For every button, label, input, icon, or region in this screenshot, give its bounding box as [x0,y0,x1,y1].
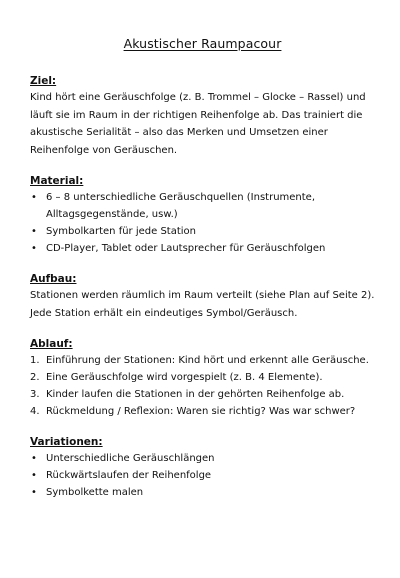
heading-ablauf: Ablauf: [30,338,73,350]
step-number: 3. [30,389,40,400]
material-list [30,189,375,257]
section-aufbau [30,273,375,322]
section-variationen [30,436,375,501]
list-item: • CD-Player, Tablet oder Lautsprecher für Geräuschfolgen [30,240,375,257]
heading-ziel: Ziel: [30,75,57,87]
step-number: 2. [30,372,40,383]
variationen-list [30,450,375,501]
list-item: 2. Eine Geräuschfolge wird vorgespielt (z. B. 4 Elemente). [30,369,375,386]
bullet-icon: • [31,470,37,481]
heading-material: Material: [30,175,84,187]
step-number: 1. [30,355,40,366]
list-item: • Unterschiedliche Geräuschlängen [30,450,375,467]
list-item: • Symbolkarten für jede Station [30,223,375,240]
list-item: 3. Kinder laufen die Stationen in der gehörten Reihenfolge ab. [30,386,375,403]
ziel-text: Kind hört eine Geräuschfolge (z. B. Trommel – Glocke – Rassel) und läuft sie im Raum in der richtigen Reihenfolge ab. Das trainiert die akustische Serialität – also das Merken und Umsetzen einer Reihenfolge von Geräuschen. [30,92,366,156]
section-ziel [30,75,375,159]
heading-aufbau: Aufbau: [30,273,77,285]
bullet-icon: • [31,192,37,203]
list-item: • Symbolkette malen [30,484,375,501]
step-number: 4. [30,406,40,417]
section-material [30,175,375,257]
document-title: Akustischer Raumpacour [123,36,282,51]
list-item: • Rückwärtslaufen der Reihenfolge [30,467,375,484]
list-item: • 6 – 8 unterschiedliche Geräuschquellen (Instrumente, Alltagsgegenstände, usw.) [30,189,375,223]
list-item: 4. Rückmeldung / Reflexion: Waren sie richtig? Was war schwer? [30,403,375,420]
ablauf-list [30,352,375,420]
section-ablauf [30,338,375,420]
bullet-icon: • [31,453,37,464]
document-page [30,36,375,517]
aufbau-text: Stationen werden räumlich im Raum verteilt (siehe Plan auf Seite 2). Jede Station erhält ein eindeutiges Symbol/Geräusch. [30,290,375,319]
bullet-icon: • [31,226,37,237]
bullet-icon: • [31,243,37,254]
bullet-icon: • [31,487,37,498]
list-item: 1. Einführung der Stationen: Kind hört und erkennt alle Geräusche. [30,352,375,369]
heading-variationen: Variationen: [30,436,103,448]
